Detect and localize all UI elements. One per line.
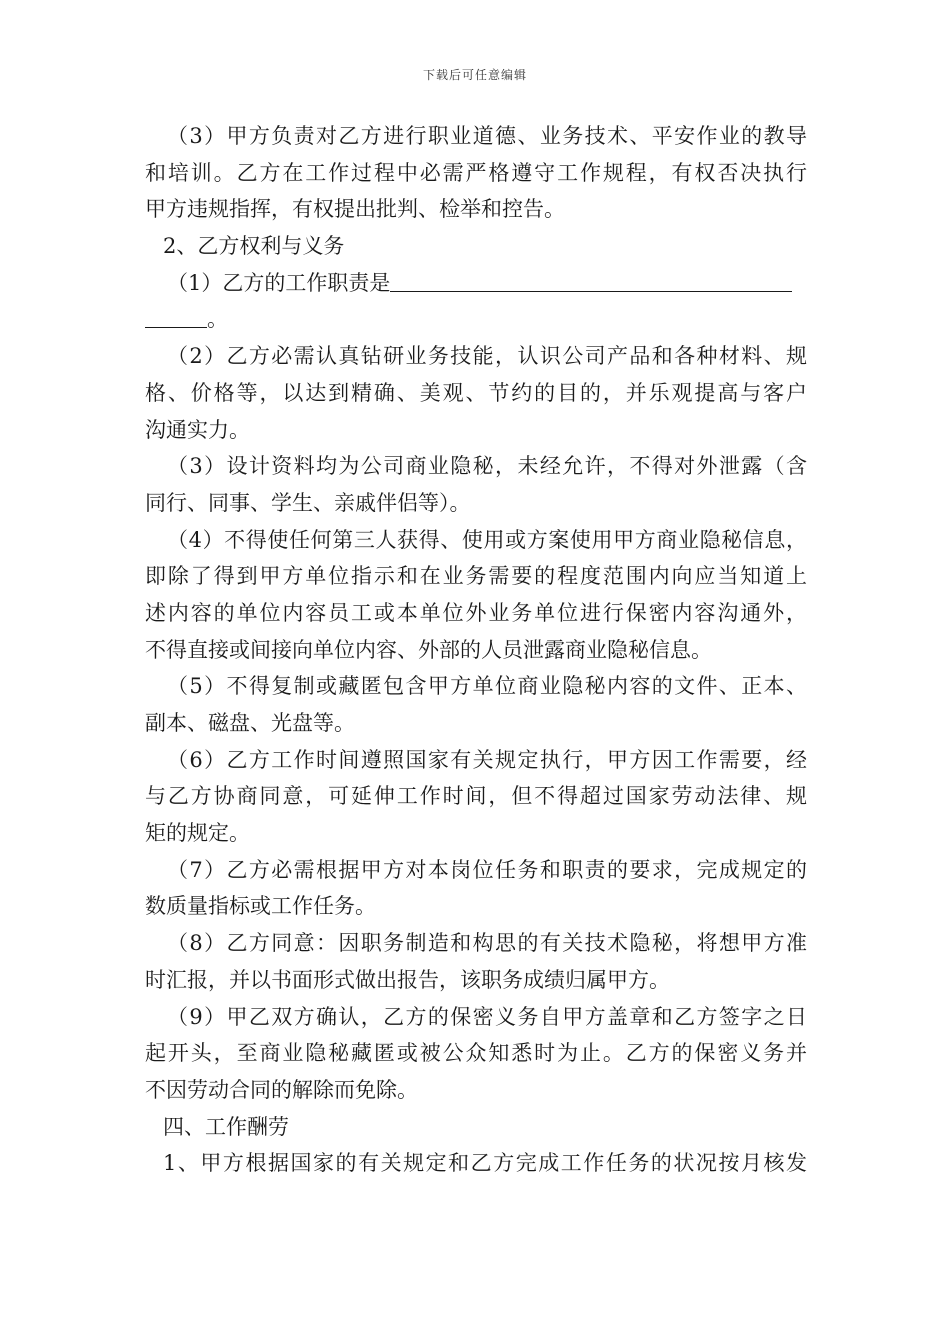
text-line-with-blank — [145, 301, 807, 338]
text-line: （9）甲乙双方确认，乙方的保密义务自甲方盖章和乙方签字之日 — [167, 1004, 807, 1029]
text-line: （7）乙方必需根据甲方对本岗位任务和职责的要求，完成规定的 — [167, 857, 807, 882]
text-line: （5）不得复制或藏匿包含甲方单位商业隐秘内容的文件、正本、 — [167, 674, 807, 699]
text-line: 矩的规定。 — [145, 821, 250, 846]
text-line: 与乙方协商同意，可延伸工作时间，但不得超过国家劳动法律、规 — [145, 784, 807, 809]
text-line-with-blank — [145, 265, 807, 302]
text-line: 不因劳动合同的解除而免除。 — [145, 1077, 418, 1102]
text-line: 副本、磁盘、光盘等。 — [145, 711, 355, 735]
section-heading: 四、工作酬劳 — [163, 1114, 289, 1139]
text-line: 数质量指标或工作任务。 — [145, 894, 376, 919]
text-line: （8）乙方同意：因职务制造和构思的有关技术隐秘，将想甲方准 — [167, 931, 807, 956]
text-line: （3）设计资料均为公司商业隐秘，未经允许，不得对外泄露（含 — [167, 454, 807, 479]
duty-label: （1）乙方的工作职责是 — [167, 270, 391, 295]
duty-blank-line — [390, 267, 792, 292]
section-heading: 2、乙方权利与义务 — [163, 234, 345, 259]
text-line: （6）乙方工作时间遵照国家有关规定执行，甲方因工作需要，经 — [167, 747, 807, 772]
text-line: 时汇报，并以书面形式做出报告，该职务成绩归属甲方。 — [145, 967, 670, 992]
text-line: 沟通实力。 — [145, 417, 250, 442]
text-line: 述内容的单位内容员工或本单位外业务单位进行保密内容沟通外， — [145, 600, 807, 625]
text-line: 和培训。乙方在工作过程中必需严格遵守工作规程，有权否决执行 — [145, 160, 807, 185]
text-line: 格、价格等，以达到精确、美观、节约的目的，并乐观提高与客户 — [145, 380, 807, 405]
text-line: 同行、同事、学生、亲戚伴侣等）。 — [145, 490, 471, 515]
text-line: 起开头，至商业隐秘藏匿或被公众知悉时为止。乙方的保密义务并 — [145, 1041, 807, 1066]
text-line: 1、甲方根据国家的有关规定和乙方完成工作任务的状况按月核发 — [163, 1151, 807, 1176]
page-header-note: 下载后可任意编辑 — [422, 68, 527, 82]
text-line: （2）乙方必需认真钻研业务技能，认识公司产品和各种材料、规 — [167, 344, 807, 369]
duty-period: 。 — [207, 307, 228, 332]
text-line: （3）甲方负责对乙方进行职业道德、业务技术、平安作业的教导 — [167, 124, 807, 148]
text-line: （4）不得使任何第三人获得、使用或方案使用甲方商业隐秘信息， — [167, 527, 807, 552]
text-line: 即除了得到甲方单位指示和在业务需要的程度范围内向应当知道上 — [145, 564, 807, 589]
contract-body — [145, 118, 807, 1182]
duty-blank-line-continued — [145, 303, 207, 328]
text-line: 甲方违规指挥，有权提出批判、检举和控告。 — [145, 197, 565, 222]
text-line: 不得直接或间接向单位内容、外部的人员泄露商业隐秘信息。 — [145, 637, 712, 662]
